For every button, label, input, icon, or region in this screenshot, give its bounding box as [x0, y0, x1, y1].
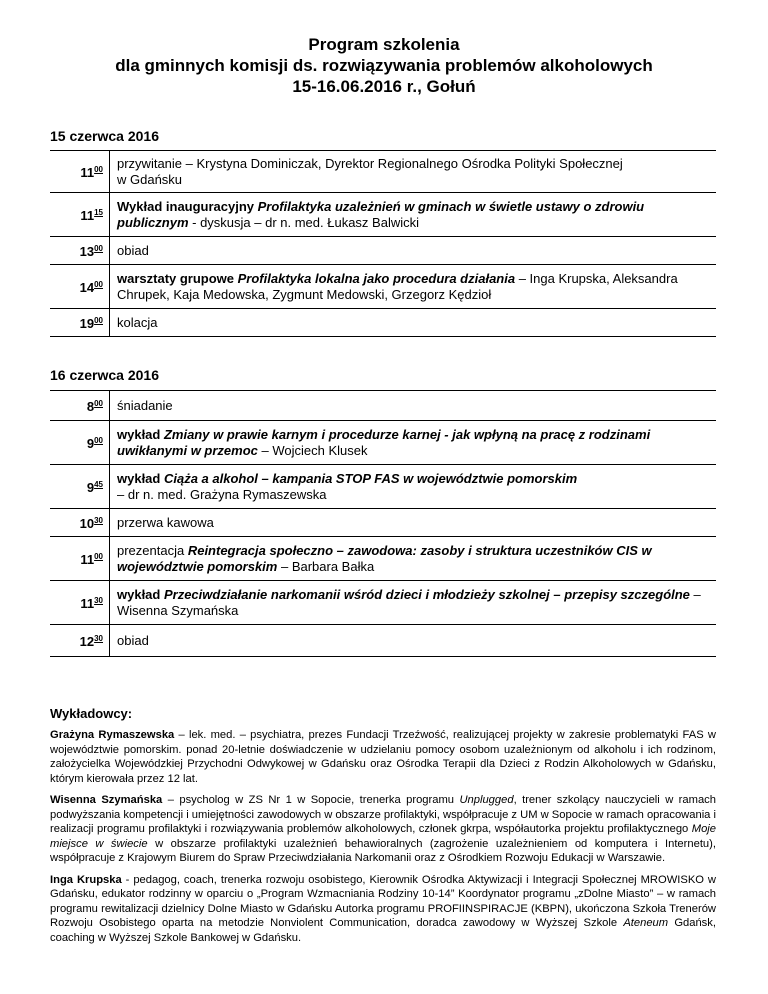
text-run: Gdańsk, coaching w Wyższej Szkole Bankowej w Gdańsku.	[50, 917, 716, 944]
time-cell	[50, 421, 110, 465]
table-row	[50, 509, 716, 537]
schedule-table-day2	[50, 390, 716, 657]
title-line-2: dla gminnych komisji ds. rozwiązywania problemów alkoholowych	[115, 56, 653, 75]
day-heading: 15 czerwca 2016	[50, 128, 159, 144]
event-cell	[110, 193, 717, 237]
time-minutes: 30	[94, 516, 103, 525]
time-hour: 11	[80, 208, 95, 223]
time-cell	[50, 465, 110, 509]
text-run: Reintegracja społeczno – zawodowa: zasoby i struktura uczestników CIS w województwie pomorskim	[117, 542, 652, 574]
text-run: w obszarze profilaktyki uzależnień behawioralnych (zagrożenie uzależnieniem od komputera i Internetu), współpracuje z Krajowym Biurem do Spraw Przeciwdziałania Narkomanii oraz z Ośrodkiem Rozwoju Edukacji w Warszawie.	[50, 837, 716, 864]
time-minutes: 45	[94, 480, 103, 489]
text-run: wykład	[117, 470, 164, 486]
time-hour: 11	[80, 596, 95, 611]
time-hour: 11	[80, 165, 95, 180]
text-run: obiad	[117, 242, 149, 258]
table-row	[50, 465, 716, 509]
time-cell	[50, 265, 110, 309]
text-run: – Wojciech Klusek	[257, 442, 368, 458]
time-hour: 9	[86, 436, 95, 451]
time-minutes: 15	[94, 208, 103, 217]
table-row	[50, 237, 716, 265]
event-cell	[110, 509, 717, 537]
time-minutes: 00	[94, 399, 103, 408]
event-cell	[110, 391, 717, 421]
time-cell	[50, 151, 110, 193]
document-title	[0, 34, 768, 97]
text-run: Inga Krupska	[50, 873, 122, 886]
text-run: prezentacja	[117, 542, 188, 558]
text-run: obiad	[117, 632, 149, 648]
text-run: - dyskusja – dr n. med. Łukasz Balwicki	[188, 214, 419, 230]
text-run: , trener szkolący nauczycieli w ramach podwyższania kompetencji i umiejętności zawodowych w obszarze profilaktyki, współpracuje z UM w Sopocie w ramach opracowania i realizacji programu profilaktyki i rozwiązywania problemów alkoholowych, członek gkrpa, współautorka projektu profilaktycznego	[50, 794, 716, 835]
table-row	[50, 421, 716, 465]
time-minutes: 00	[94, 244, 103, 253]
time-minutes: 00	[94, 436, 103, 445]
time-hour: 14	[79, 280, 95, 295]
text-run: Unplugged	[459, 794, 514, 806]
time-hour: 19	[79, 316, 95, 331]
text-run: – Inga Krupska, Aleksandra Chrupek, Kaja Medowska, Zygmunt Medowski, Grzegorz Kędzioł	[117, 270, 678, 302]
text-run: warsztaty grupowe	[117, 270, 238, 286]
table-row	[50, 151, 716, 193]
lecturer-bio	[50, 793, 716, 866]
text-run: – Barbara Bałka	[277, 558, 375, 574]
table-row	[50, 625, 716, 657]
text-run: - pedagog, coach, trenerka rozwoju osobistego, Kierownik Ośrodka Aktywizacji i Integracji Społecznej MROWISKO w Gdańsku, edukator rodzinny w oparciu o „Program Wzmacniania Rodziny 10-14” Koordynator programu „zDolne Miasto” – w ramach programu rewitalizacji dzielnicy Dolne Miasto w Gdańsku Autorka programu PROFIINSPIRACJE (KBPN), ukończona Szkoła Trenerów Rozwoju Osobistego oparta na metodzie Nonviolent Communication, doradca zawodowy w Wyższej Szkole	[50, 873, 717, 929]
event-cell	[110, 625, 717, 657]
text-run: – psycholog w ZS Nr 1 w Sopocie, trenerka programu	[162, 794, 460, 806]
event-cell	[110, 537, 717, 581]
text-run: Wykład inauguracyjny	[117, 198, 258, 214]
text-run: Grażyna Rymaszewska	[50, 729, 175, 741]
lecturer-bio	[50, 728, 716, 786]
event-cell	[110, 421, 717, 465]
lecturer-bio	[50, 873, 716, 946]
text-run: – Wisenna Szymańska	[117, 586, 701, 618]
text-run: śniadanie	[117, 397, 173, 413]
schedule-table-day1	[50, 150, 716, 337]
text-run: w Gdańsku	[117, 171, 183, 187]
lecturers-section	[50, 706, 716, 952]
time-cell	[50, 509, 110, 537]
text-run: wykład	[117, 426, 164, 442]
time-minutes: 30	[94, 634, 103, 643]
event-cell	[110, 309, 717, 337]
table-row	[50, 537, 716, 581]
time-minutes: 00	[94, 165, 103, 174]
text-run: Ciąża a alkohol – kampania STOP FAS w województwie pomorskim	[163, 470, 578, 486]
text-run: Wisenna Szymańska	[50, 794, 163, 806]
table-row	[50, 581, 716, 625]
title-line-3: 15-16.06.2016 r., Gołuń	[292, 77, 476, 96]
table-row	[50, 265, 716, 309]
time-cell	[50, 581, 110, 625]
event-cell	[110, 237, 717, 265]
time-cell	[50, 391, 110, 421]
text-run: Moje miejsce w świecie	[50, 823, 716, 850]
time-hour: 8	[86, 399, 95, 414]
time-minutes: 00	[94, 316, 103, 325]
time-hour: 11	[80, 552, 95, 567]
text-run: Ateneum	[623, 917, 669, 929]
table-row	[50, 193, 716, 237]
lecturers-heading: Wykładowcy:	[50, 706, 133, 721]
text-run: wykład	[117, 586, 164, 602]
title-line-1: Program szkolenia	[308, 35, 460, 54]
table-row	[50, 309, 716, 337]
text-run: Zmiany w prawie karnym i procedurze karnej - jak wpłyną na pracę z rodzinami uwikłanymi w przemoc	[117, 426, 651, 458]
time-minutes: 30	[94, 596, 103, 605]
time-cell	[50, 237, 110, 265]
time-cell	[50, 537, 110, 581]
day-heading: 16 czerwca 2016	[50, 367, 159, 383]
time-cell	[50, 625, 110, 657]
time-minutes: 00	[94, 280, 103, 289]
event-cell	[110, 151, 717, 193]
time-cell	[50, 309, 110, 337]
text-run: – lek. med. – psychiatra, prezes Fundacji Trzeźwość, realizującej projekty w zakresie problematyki FAS w województwie pomorskim. ponad 20-letnie doświadczenie w udzielaniu pomocy osobom uzależnionym od alkoholu i ich rodzinom, założycielka Wojewódzkiej Przychodni Odwykowej w Gdańsku oraz Ośrodka Terapii dla Dzieci z Rodzin Alkoholowych w Gdańsku, którym kierowała przez 12 lat.	[50, 729, 716, 785]
event-cell	[110, 581, 717, 625]
text-run: przerwa kawowa	[117, 514, 214, 530]
time-hour: 13	[79, 244, 95, 259]
time-cell	[50, 193, 110, 237]
text-run: Profilaktyka lokalna jako procedura działania	[237, 270, 516, 286]
text-run: Profilaktyka uzależnień w gminach w świetle ustawy o zdrowiu publicznym	[117, 198, 645, 230]
time-hour: 9	[86, 480, 95, 495]
table-row	[50, 391, 716, 421]
text-run: przywitanie – Krystyna Dominiczak, Dyrektor Regionalnego Ośrodka Polityki Społecznej	[117, 155, 623, 171]
time-hour: 12	[79, 634, 95, 649]
text-run: kolacja	[117, 314, 158, 330]
text-run: Przeciwdziałanie narkomanii wśród dzieci i młodzieży szkolnej – przepisy szczególne	[163, 586, 690, 602]
event-cell	[110, 265, 717, 309]
time-minutes: 00	[94, 552, 103, 561]
time-hour: 10	[79, 516, 95, 531]
text-run: – dr n. med. Grażyna Rymaszewska	[117, 486, 327, 502]
event-cell	[110, 465, 717, 509]
